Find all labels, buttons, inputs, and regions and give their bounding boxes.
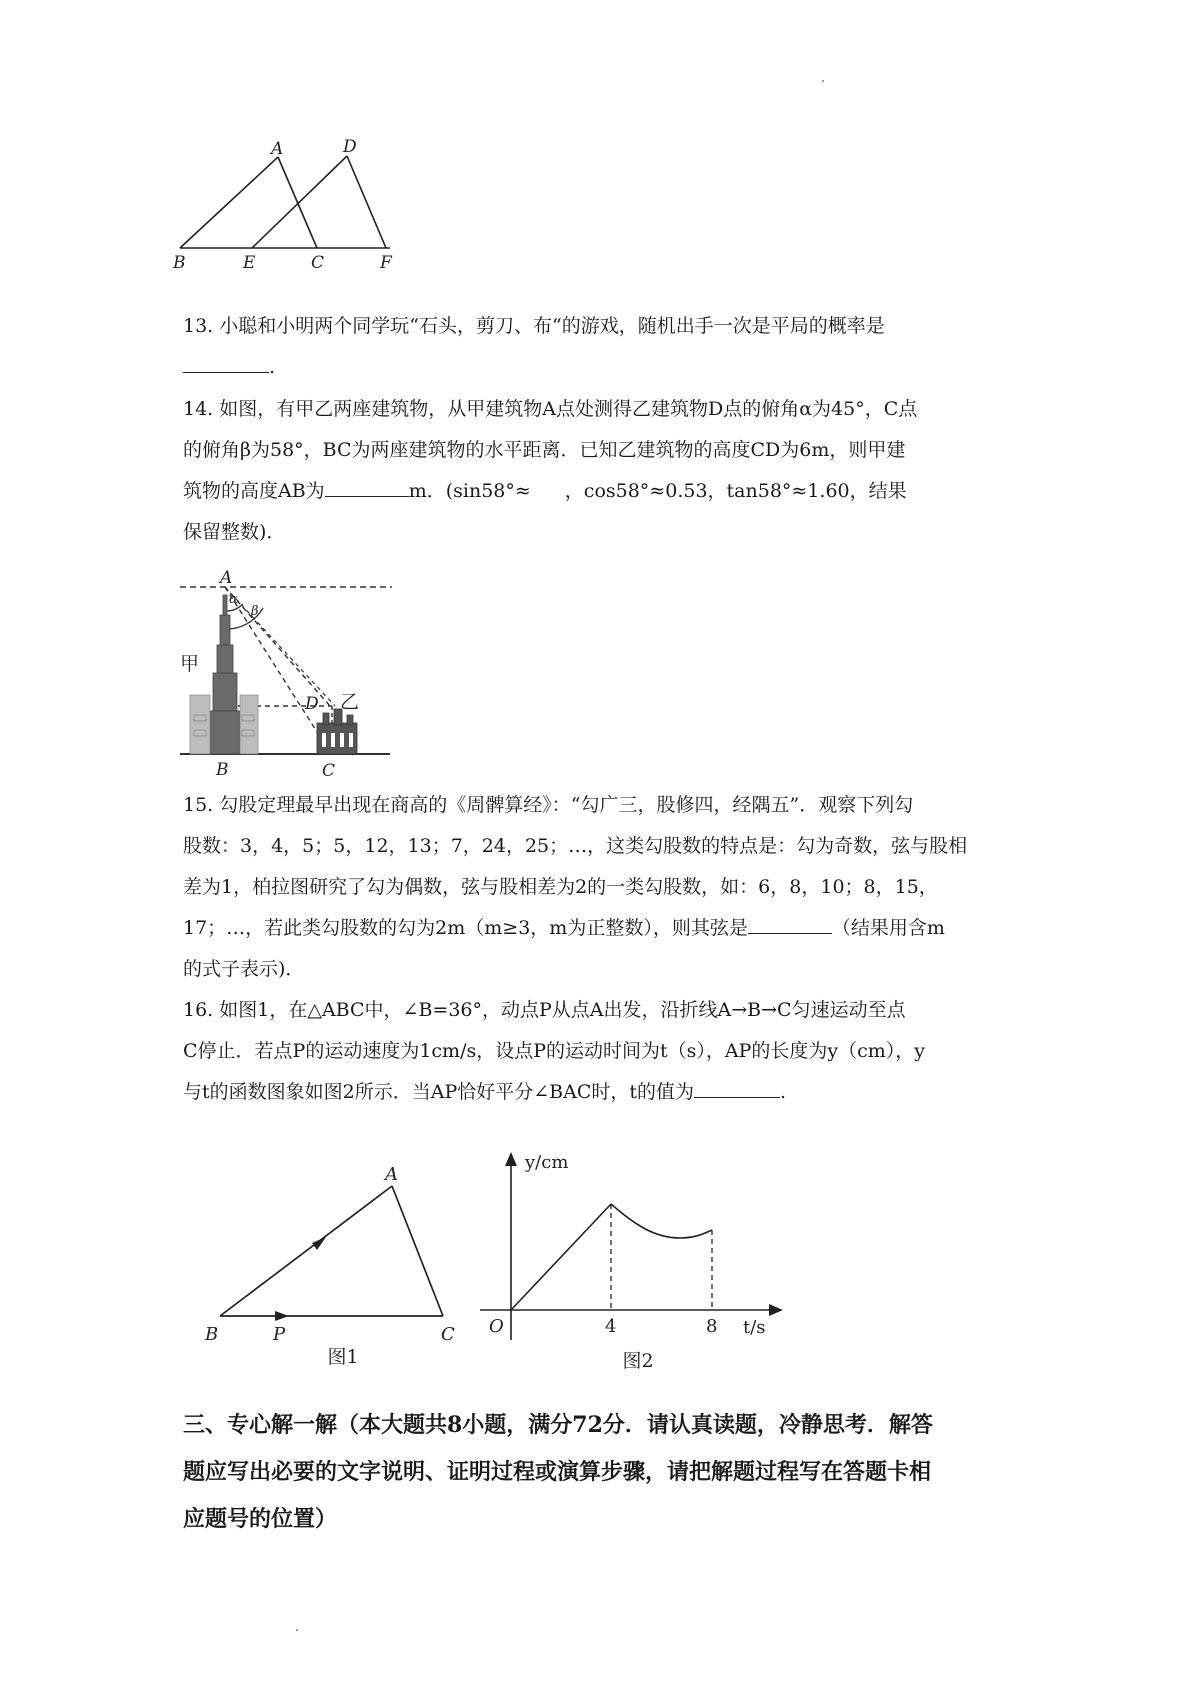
q14-line1: 如图，有甲乙两座建筑物，从甲建筑物A点处测得乙建筑物D点的俯角α为45°，C点 (219, 398, 918, 420)
section-3-heading (183, 1402, 1033, 1543)
figure-2-caption: 图2 (622, 1350, 654, 1372)
y-axis-arrow (505, 1152, 517, 1166)
origin-label: O (489, 1316, 504, 1337)
q16-line2: C停止．若点P的运动速度为1cm/s，设点P的运动时间为t（s），AP的长度为y（cm），y (183, 1040, 926, 1062)
q15-line4-b: （结果用含m (831, 917, 945, 939)
q14-line3-c: sin58°≈ (453, 480, 531, 502)
q14-line3-d: ，cos58°≈0.53，tan58°≈1.60，结果 (564, 480, 907, 502)
figure-q14-buildings (180, 565, 395, 780)
figure-1-caption: 图1 (327, 1346, 359, 1368)
label-beta: β (251, 604, 259, 619)
x-axis-arrow (769, 1304, 783, 1316)
q14-line4: 保留整数)． (183, 521, 286, 543)
x-axis-label: t/s (743, 1317, 766, 1338)
q15-answer-blank[interactable] (748, 932, 832, 934)
graph-segment-linear (511, 1204, 611, 1310)
q14-number: 14. (183, 398, 214, 420)
question-15 (183, 785, 1033, 990)
section-3-line2: 题应写出必要的文字说明、证明过程或演算步骤，请把解题过程写在答题卡相 (183, 1459, 932, 1485)
q13-text: 小聪和小明两个同学玩“石头，剪刀、布“的游戏，随机出手一次是平局的概率是 (219, 315, 885, 337)
q16-line1: 如图1，在△ABC中，∠B=36°，动点P从点A出发，沿折线A→B→C匀速运动至点 (219, 999, 906, 1021)
direction-arrow-ab (312, 1237, 326, 1250)
scan-speck (296, 1629, 298, 1631)
q16-line3-b: . (780, 1081, 787, 1103)
label-A: A (220, 568, 233, 588)
section-3-line3: 应题号的位置） (183, 1506, 338, 1532)
label-A: A (271, 139, 284, 159)
q15-line1: 勾股定理最早出现在商高的《周髀算经》：“勾广三，股修四，经隅五”．观察下列勾 (219, 794, 914, 816)
figure-1-triangle (195, 1160, 465, 1370)
q15-line3: 差为1，柏拉图研究了勾为偶数，弦与股相差为2的一类勾股数，如：6，8，10；8，15， (183, 876, 938, 898)
direction-arrow-bc (275, 1311, 289, 1321)
label-E: E (243, 253, 256, 273)
q14-line3-b: m．( (408, 480, 454, 502)
label-A: A (385, 1164, 398, 1185)
q14-line3-a: 筑物的高度AB为 (183, 480, 325, 502)
q16-answer-blank[interactable] (694, 1096, 780, 1098)
q15-number: 15. (183, 794, 214, 816)
label-D: D (343, 137, 357, 157)
label-C: C (441, 1324, 455, 1345)
q14-answer-blank[interactable] (325, 495, 409, 497)
figure-q12-triangles (165, 130, 415, 275)
label-B: B (205, 1324, 219, 1345)
section-3-line1: 三、专心解一解（本大题共8小题，满分72分．请认真读题，冷静思考．解答 (183, 1412, 933, 1438)
q15-line5: 的式子表示)． (183, 958, 305, 980)
q13-end: . (269, 356, 276, 378)
q16-line3-a: 与t的函数图象如图2所示．当AP恰好平分∠BAC时，t的值为 (183, 1081, 695, 1103)
question-16 (183, 990, 1033, 1113)
figure-2-graph (475, 1150, 795, 1375)
question-13 (183, 306, 1033, 388)
scan-speck (822, 80, 824, 82)
q13-number: 13. (183, 315, 214, 337)
x-tick-8: 8 (706, 1316, 718, 1337)
label-building-yi: 乙 (340, 691, 360, 713)
y-axis-label: y/cm (525, 1152, 569, 1173)
q15-line2: 股数：3，4，5；5，12，13；7，24，25；…，这类勾股数的特点是：勾为奇数，弦与股相 (183, 835, 968, 857)
q13-answer-blank[interactable] (183, 371, 269, 373)
q15-line4-a: 17；…，若此类勾股数的勾为2m（m≥3，m为正整数），则其弦是 (183, 917, 748, 939)
label-F: F (380, 253, 392, 273)
label-D: D (305, 694, 319, 714)
label-P: P (273, 1324, 286, 1345)
x-tick-4: 4 (605, 1316, 617, 1337)
label-alpha: α (229, 592, 238, 607)
label-B: B (216, 760, 229, 780)
graph-segment-curve (611, 1204, 712, 1238)
q16-number: 16. (183, 999, 214, 1021)
q14-line2: 的俯角β为58°，BC为两座建筑物的水平距离．已知乙建筑物的高度CD为6m，则甲建 (183, 439, 906, 461)
label-C: C (322, 761, 336, 780)
label-building-jia: 甲 (180, 653, 200, 675)
label-B: B (173, 253, 186, 273)
label-C: C (311, 253, 325, 273)
question-14 (183, 389, 1033, 553)
